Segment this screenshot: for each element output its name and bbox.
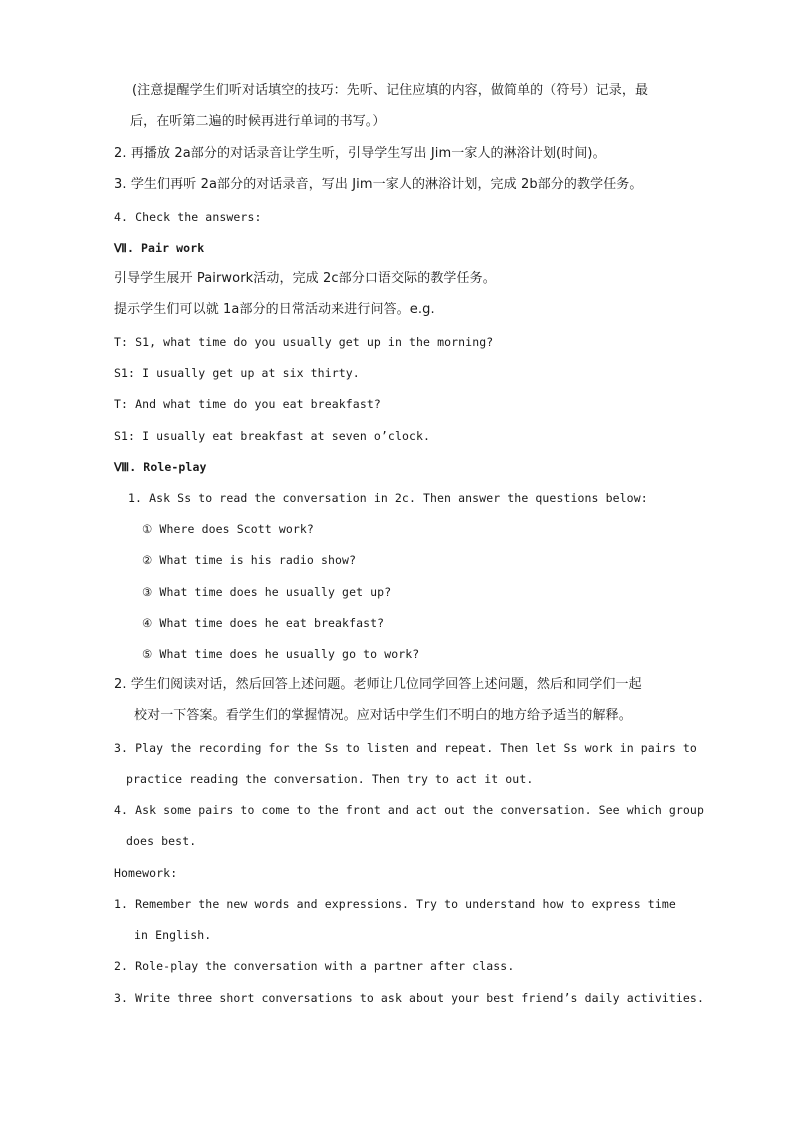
step-2-replay: 2. 再播放 2a部分的对话录音让学生听，引导学生写出 Jim一家人的淋浴计划(时间)。 <box>114 146 606 161</box>
question-item: ② What time is his radio show? <box>142 553 357 567</box>
homework-heading: Homework: <box>114 866 178 880</box>
role-play-step-2-line-1: 2. 学生们阅读对话，然后回答上述问题。老师让几位同学回答上述问题，然后和同学们一起 <box>114 677 642 692</box>
pair-work-instruction: 引导学生展开 Pairwork活动，完成 2c部分口语交际的教学任务。 <box>114 271 496 286</box>
step-3-listen-again: 3. 学生们再听 2a部分的对话录音，写出 Jim一家人的淋浴计划，完成 2b部分的教学任务。 <box>114 177 643 192</box>
role-play-step-4-line-1: 4. Ask some pairs to come to the front and act out the conversation. See which group <box>114 803 704 817</box>
homework-item-1-line-2: in English. <box>134 928 212 942</box>
homework-item-3: 3. Write three short conversations to ask about your best friend’s daily activities. <box>114 991 704 1005</box>
role-play-step-4-line-2: does best. <box>126 834 197 848</box>
dialogue-line: T: S1, what time do you usually get up in the morning? <box>114 335 494 349</box>
role-play-step-3-line-2: practice reading the conversation. Then try to act it out. <box>126 772 534 786</box>
dialogue-line: T: And what time do you eat breakfast? <box>114 397 381 411</box>
question-item: ④ What time does he eat breakfast? <box>142 616 385 630</box>
homework-item-2: 2. Role-play the conversation with a partner after class. <box>114 959 515 973</box>
dialogue-line: S1: I usually eat breakfast at seven o’clock. <box>114 429 431 443</box>
section-7-heading: Ⅶ. Pair work <box>114 241 205 255</box>
homework-item-1-line-1: 1. Remember the new words and expressions. Try to understand how to express time <box>114 897 676 911</box>
section-8-heading: Ⅷ. Role-play <box>114 460 207 474</box>
listening-tip-line-1: (注意提醒学生们听对话填空的技巧：先听、记住应填的内容，做简单的（符号）记录，最 <box>132 83 649 98</box>
role-play-step-3-line-1: 3. Play the recording for the Ss to listen and repeat. Then let Ss work in pairs to <box>114 741 697 755</box>
question-item: ① Where does Scott work? <box>142 522 314 536</box>
role-play-step-1: 1. Ask Ss to read the conversation in 2c. Then answer the questions below: <box>128 491 648 505</box>
step-4-check-answers: 4. Check the answers: <box>114 210 262 224</box>
pair-work-hint: 提示学生们可以就 1a部分的日常活动来进行问答。e.g. <box>114 302 435 317</box>
listening-tip-line-2: 后，在听第二遍的时候再进行单词的书写。） <box>130 114 386 129</box>
role-play-step-2-line-2: 校对一下答案。看学生们的掌握情况。应对话中学生们不明白的地方给予适当的解释。 <box>134 708 632 723</box>
dialogue-line: S1: I usually get up at six thirty. <box>114 366 360 380</box>
question-item: ⑤ What time does he usually go to work? <box>142 647 420 661</box>
question-item: ③ What time does he usually get up? <box>142 585 392 599</box>
